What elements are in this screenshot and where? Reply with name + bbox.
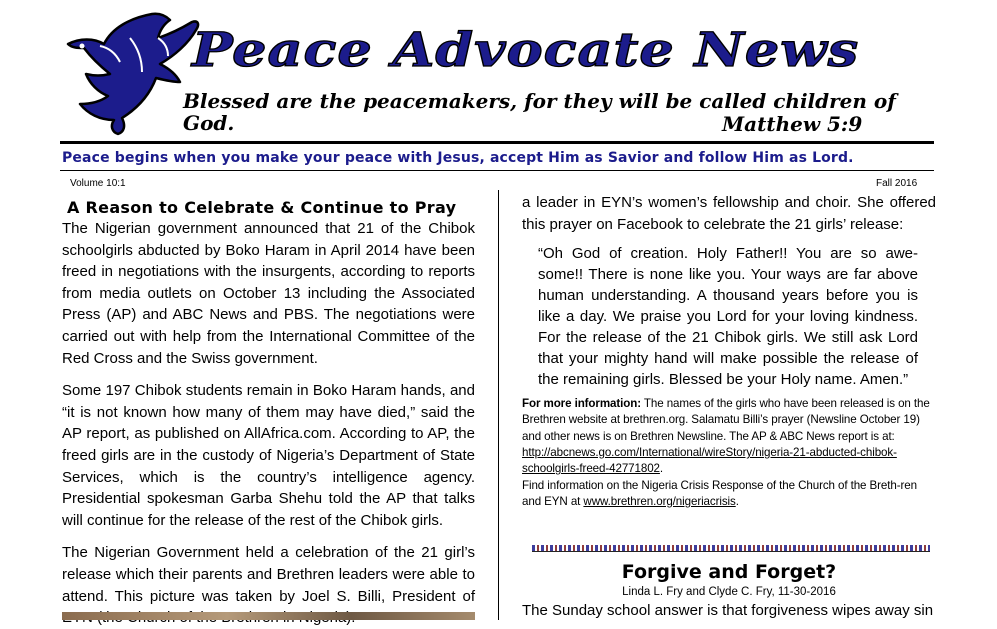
masthead xyxy=(0,0,997,150)
beatitude-quote: Blessed are the peacemakers, for they will be called children of God. xyxy=(183,89,896,135)
right-column xyxy=(522,192,936,510)
left-column xyxy=(62,190,475,629)
article-paragraph: Some 197 Chibok students remain in Boko Haram hands, and “it is not known how many of them may have died,” said the AP report, as published on AllAfrica.com. According to AP, the freed girls are in the custody of Nigeria’s Department of State Services, which is the country’s intelligence agency. Presidential spokesman Garba Shehu told the AP that talks will continue for the release of the rest of the Chibok girls. xyxy=(62,382,475,529)
more-info-text: The names of the girls who have been released is on the Brethren website at brethren.org. Salamatu Billi’s prayer (Newsline October 19) and other news is on Brethren Newsline. The AP & ABC News report is at: xyxy=(522,397,930,443)
prayer-quote: “Oh God of creation. Holy Father!! You are so awe-some!! There is none like you. Your ways are far above human understanding. A thousand years before you is like a day. We praise you Lord for your loving kindness. For the release of the 21 Chibok girls. We still ask Lord that your mighty hand will make possible the release of the remaining girls. Blessed be your Holy name. Amen.” xyxy=(538,245,918,389)
section-divider xyxy=(532,545,930,551)
masthead-rule xyxy=(60,141,934,144)
abc-news-link[interactable]: http://abcnews.go.com/International/wireStory/nigeria-21-abducted-chibok-schoolgirls-freed-42771802 xyxy=(522,446,897,476)
motto: Peace begins when you make your peace with Jesus, accept Him as Savior and follow Him as Lord. xyxy=(62,150,854,166)
article-headline: A Reason to Celebrate & Continue to Pray xyxy=(67,198,457,217)
more-info-label: For more information: xyxy=(522,397,641,411)
more-info xyxy=(522,396,936,510)
link-suffix: . xyxy=(735,494,739,508)
article-paragraph: The Sunday school answer is that forgiveness wipes away sin xyxy=(522,602,934,619)
verse-reference: Matthew 5:9 xyxy=(722,112,863,136)
article-paragraph: The Nigerian government announced that 21 of the Chibok schoolgirls abducted by Boko Haram in April 2014 have been freed in negotiations with the insurgents, according to reports from media outlets on October 13 including the Associated Press (AP) and ABC News and PBS. The negotiations were carried out with help from the International Committee of the Red Cross and the Swiss government. xyxy=(62,220,475,367)
column-divider xyxy=(498,190,499,620)
article-photo xyxy=(62,612,475,620)
newsletter-title: Peace Advocate News xyxy=(192,22,860,78)
article-paragraph: The Nigerian Government held a celebration of the 21 girl’s release which their parents and Brethren leaders were able to attend. This picture was taken by Joel S. Billi, President of xyxy=(62,544,475,605)
article-byline: Linda L. Fry and Clyde C. Fry, 11-30-2016 xyxy=(622,586,836,598)
article-continuation: a leader in EYN’s women’s fellowship and choir. She offered this prayer on Facebook to celebrate the 21 girls’ release: xyxy=(522,194,936,233)
link-suffix: . xyxy=(659,462,664,476)
brethren-link[interactable]: www.brethren.org/nigeriacrisis xyxy=(583,494,736,508)
issue-label: Fall 2016 xyxy=(876,178,918,189)
motto-rule xyxy=(60,170,934,171)
more-info-text: Find information on the Nigeria Crisis Response of the Church of the Breth-ren and EYN at xyxy=(522,478,917,508)
volume-label: Volume 10:1 xyxy=(70,178,126,189)
article-headline: Forgive and Forget? xyxy=(621,561,837,583)
